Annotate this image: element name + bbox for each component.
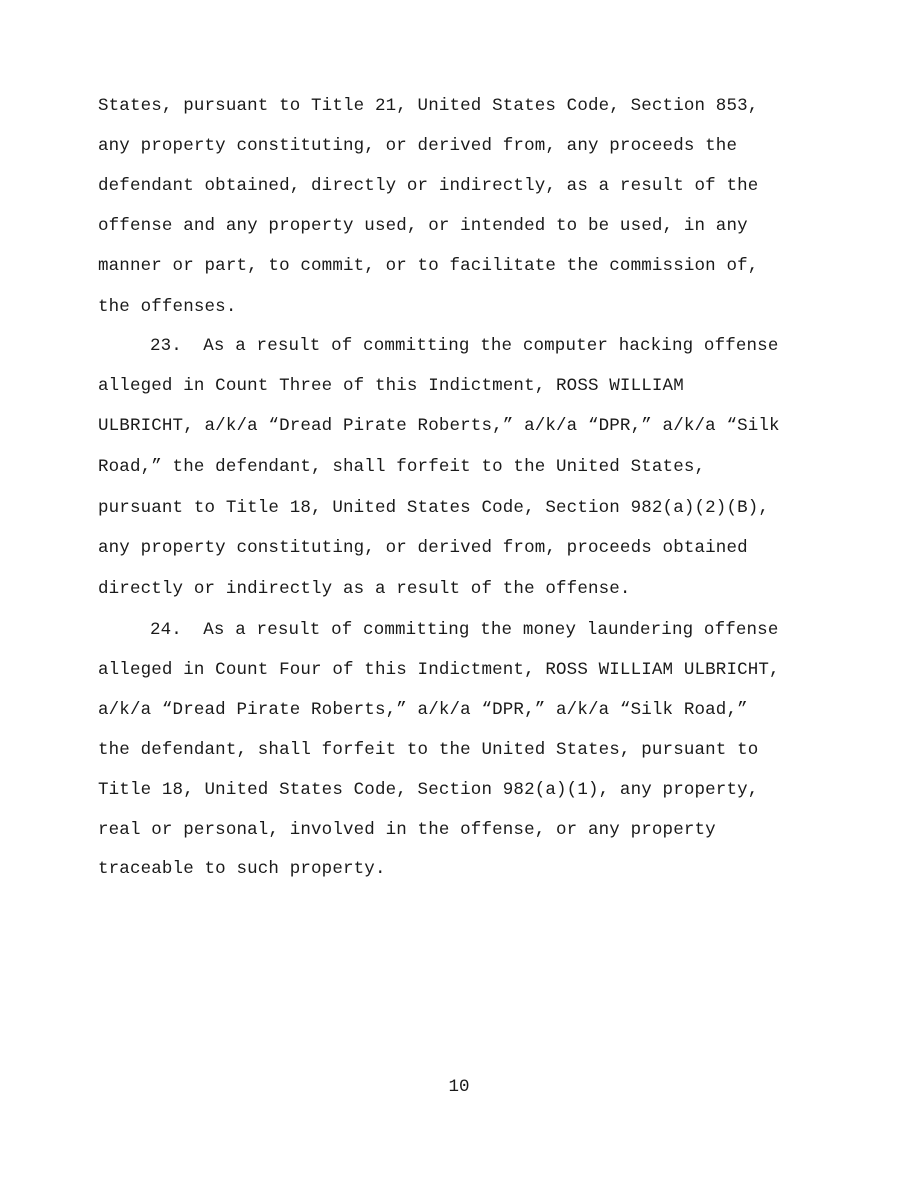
text-line: any property constituting, or derived from, any proceeds the — [98, 136, 738, 156]
text-line: defendant obtained, directly or indirectly, as a result of the — [98, 176, 759, 196]
text-line: the offenses. — [98, 297, 237, 317]
text-line: Title 18, United States Code, Section 982(a)(1), any property, — [98, 780, 759, 800]
text-line: the defendant, shall forfeit to the United States, pursuant to — [98, 740, 759, 760]
text-line: any property constituting, or derived from, proceeds obtained — [98, 538, 748, 558]
paragraph-first-line — [150, 336, 778, 356]
text-line: real or personal, involved in the offense, or any property — [98, 820, 716, 840]
text-line: offense and any property used, or intended to be used, in any — [98, 216, 748, 236]
text-line: As a result of committing the computer hacking offense — [203, 336, 779, 356]
text-line: pursuant to Title 18, United States Code, Section 982(a)(2)(B), — [98, 498, 770, 518]
text-line: traceable to such property. — [98, 859, 386, 879]
paragraph-number: 24. — [150, 620, 182, 640]
text-line: Road,” the defendant, shall forfeit to the United States, — [98, 457, 706, 477]
text-line: alleged in Count Four of this Indictment, ROSS WILLIAM ULBRICHT, — [98, 660, 780, 680]
page-number: 10 — [448, 1077, 470, 1097]
paragraph-first-line — [150, 620, 778, 640]
text-line: a/k/a “Dread Pirate Roberts,” a/k/a “DPR,” a/k/a “Silk Road,” — [98, 700, 748, 720]
text-line: As a result of committing the money laundering offense — [203, 620, 779, 640]
text-line: alleged in Count Three of this Indictment, ROSS WILLIAM — [98, 376, 684, 396]
text-line: manner or part, to commit, or to facilitate the commission of, — [98, 256, 759, 276]
paragraph-number: 23. — [150, 336, 182, 356]
text-line: ULBRICHT, a/k/a “Dread Pirate Roberts,” a/k/a “DPR,” a/k/a “Silk — [98, 416, 780, 436]
text-line: States, pursuant to Title 21, United States Code, Section 853, — [98, 96, 759, 116]
text-line: directly or indirectly as a result of the offense. — [98, 579, 631, 599]
